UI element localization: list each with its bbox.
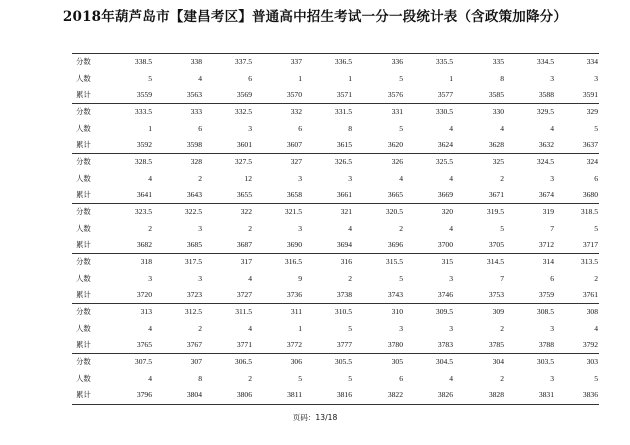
score-cell: 315 [441, 257, 453, 266]
count-cell: 4 [550, 123, 554, 133]
count-cell: 2 [248, 373, 252, 383]
count-cell: 5 [594, 223, 598, 233]
score-cell: 338 [190, 57, 202, 66]
count-cell: 2 [399, 223, 403, 233]
table-block [72, 54, 599, 104]
cumulative-cell: 3759 [538, 290, 554, 300]
row-label-cumulative: 累计 [76, 140, 91, 150]
score-cell: 317 [240, 257, 252, 266]
count-cell: 5 [399, 123, 403, 133]
score-cell: 314.5 [486, 257, 504, 266]
row-label-score: 分数 [76, 357, 91, 366]
table-block [72, 104, 599, 154]
cumulative-cell: 3620 [387, 140, 403, 150]
row-label-score: 分数 [76, 207, 91, 216]
score-cell: 314 [542, 257, 554, 266]
score-cell: 335 [492, 57, 504, 66]
row-label-count: 人数 [76, 273, 91, 283]
score-cell: 324.5 [536, 157, 554, 166]
cumulative-cell: 3682 [136, 240, 152, 250]
count-cell: 3 [449, 273, 453, 283]
cumulative-cell: 3761 [582, 290, 598, 300]
count-cell: 6 [298, 123, 302, 133]
row-label-cumulative: 累计 [76, 390, 91, 400]
cumulative-cell: 3576 [387, 90, 403, 100]
score-cell: 321.5 [284, 207, 302, 216]
row-label-count: 人数 [76, 373, 91, 383]
score-cell: 330 [492, 107, 504, 116]
score-cell: 326.5 [334, 157, 352, 166]
count-cell: 1 [148, 123, 152, 133]
count-cell: 4 [148, 323, 152, 333]
cumulative-cell: 3831 [538, 390, 554, 400]
count-cell: 3 [198, 273, 202, 283]
row-cumulative [72, 237, 599, 254]
cumulative-cell: 3685 [186, 240, 202, 250]
count-cell: 4 [248, 323, 252, 333]
score-cell: 306 [290, 357, 302, 366]
count-cell: 9 [298, 273, 302, 283]
count-cell: 7 [550, 223, 554, 233]
count-cell: 3 [148, 273, 152, 283]
cumulative-cell: 3571 [336, 90, 352, 100]
row-score [72, 254, 599, 271]
count-cell: 4 [500, 123, 504, 133]
count-cell: 2 [198, 323, 202, 333]
count-cell: 3 [399, 323, 403, 333]
count-cell: 2 [148, 223, 152, 233]
row-count [72, 171, 599, 188]
cumulative-cell: 3569 [236, 90, 252, 100]
score-distribution-table [72, 54, 599, 404]
score-cell: 307.5 [134, 357, 152, 366]
cumulative-cell: 3607 [286, 140, 302, 150]
row-label-count: 人数 [76, 123, 91, 133]
score-cell: 318.5 [580, 207, 598, 216]
score-cell: 332.5 [234, 107, 252, 116]
count-cell: 6 [248, 73, 252, 83]
score-cell: 326 [391, 157, 403, 166]
cumulative-cell: 3559 [136, 90, 152, 100]
count-cell: 3 [248, 123, 252, 133]
cumulative-cell: 3615 [336, 140, 352, 150]
count-cell: 1 [449, 73, 453, 83]
row-score [72, 104, 599, 121]
score-cell: 305.5 [334, 357, 352, 366]
score-cell: 316 [340, 257, 352, 266]
cumulative-cell: 3816 [336, 390, 352, 400]
score-cell: 311 [290, 307, 302, 316]
cumulative-cell: 3788 [538, 340, 554, 350]
count-cell: 2 [500, 323, 504, 333]
score-cell: 310 [391, 307, 403, 316]
count-cell: 3 [550, 173, 554, 183]
score-cell: 334 [586, 57, 598, 66]
cumulative-cell: 3632 [538, 140, 554, 150]
score-cell: 319 [542, 207, 554, 216]
cumulative-cell: 3588 [538, 90, 554, 100]
cumulative-cell: 3736 [286, 290, 302, 300]
cumulative-cell: 3727 [236, 290, 252, 300]
cumulative-cell: 3700 [437, 240, 453, 250]
score-cell: 317.5 [184, 257, 202, 266]
score-cell: 333.5 [134, 107, 152, 116]
count-cell: 5 [594, 123, 598, 133]
count-cell: 2 [594, 273, 598, 283]
row-score [72, 304, 599, 321]
score-cell: 304 [492, 357, 504, 366]
cumulative-cell: 3796 [136, 390, 152, 400]
cumulative-cell: 3680 [582, 190, 598, 200]
count-cell: 4 [348, 223, 352, 233]
score-cell: 320.5 [385, 207, 403, 216]
row-label-count: 人数 [76, 173, 91, 183]
table-bottom-rule [72, 404, 599, 405]
row-count [72, 321, 599, 338]
score-cell: 315.5 [385, 257, 403, 266]
cumulative-cell: 3570 [286, 90, 302, 100]
count-cell: 8 [348, 123, 352, 133]
count-cell: 6 [399, 373, 403, 383]
count-cell: 3 [550, 323, 554, 333]
score-cell: 307 [190, 357, 202, 366]
cumulative-cell: 3592 [136, 140, 152, 150]
score-cell: 319.5 [486, 207, 504, 216]
cumulative-cell: 3624 [437, 140, 453, 150]
score-cell: 312.5 [184, 307, 202, 316]
count-cell: 1 [298, 323, 302, 333]
count-cell: 5 [148, 73, 152, 83]
cumulative-cell: 3717 [582, 240, 598, 250]
count-cell: 1 [298, 73, 302, 83]
cumulative-cell: 3690 [286, 240, 302, 250]
score-cell: 321 [340, 207, 352, 216]
row-score [72, 54, 599, 71]
cumulative-cell: 3585 [488, 90, 504, 100]
cumulative-cell: 3723 [186, 290, 202, 300]
row-label-cumulative: 累计 [76, 290, 91, 300]
score-cell: 337.5 [234, 57, 252, 66]
count-cell: 4 [449, 373, 453, 383]
count-cell: 4 [449, 173, 453, 183]
cumulative-cell: 3655 [236, 190, 252, 200]
cumulative-cell: 3661 [336, 190, 352, 200]
row-label-cumulative: 累计 [76, 190, 91, 200]
count-cell: 3 [550, 373, 554, 383]
cumulative-cell: 3674 [538, 190, 554, 200]
count-cell: 5 [399, 273, 403, 283]
score-cell: 331.5 [334, 107, 352, 116]
score-cell: 303 [586, 357, 598, 366]
count-cell: 8 [500, 73, 504, 83]
score-cell: 318 [140, 257, 152, 266]
score-cell: 327.5 [234, 157, 252, 166]
cumulative-cell: 3783 [437, 340, 453, 350]
score-cell: 332 [290, 107, 302, 116]
table-block [72, 304, 599, 354]
score-cell: 311.5 [235, 307, 252, 316]
score-cell: 308.5 [536, 307, 554, 316]
score-cell: 322 [240, 207, 252, 216]
row-label-cumulative: 累计 [76, 340, 91, 350]
score-cell: 309.5 [435, 307, 453, 316]
cumulative-cell: 3577 [437, 90, 453, 100]
cumulative-cell: 3792 [582, 340, 598, 350]
score-cell: 313 [140, 307, 152, 316]
row-label-count: 人数 [76, 323, 91, 333]
count-cell: 6 [594, 173, 598, 183]
count-cell: 3 [298, 173, 302, 183]
cumulative-cell: 3591 [582, 90, 598, 100]
count-cell: 4 [449, 223, 453, 233]
count-cell: 1 [348, 73, 352, 83]
cumulative-cell: 3705 [488, 240, 504, 250]
score-cell: 335.5 [435, 57, 453, 66]
score-cell: 327 [290, 157, 302, 166]
table-block [72, 254, 599, 304]
count-cell: 4 [399, 173, 403, 183]
cumulative-cell: 3641 [136, 190, 152, 200]
score-cell: 324 [586, 157, 598, 166]
cumulative-cell: 3767 [186, 340, 202, 350]
cumulative-cell: 3598 [186, 140, 202, 150]
row-label-cumulative: 累计 [76, 90, 91, 100]
count-cell: 3 [550, 73, 554, 83]
row-cumulative [72, 387, 599, 404]
row-count [72, 221, 599, 238]
row-cumulative [72, 337, 599, 354]
cumulative-cell: 3665 [387, 190, 403, 200]
cumulative-cell: 3826 [437, 390, 453, 400]
count-cell: 5 [298, 373, 302, 383]
count-cell: 5 [594, 373, 598, 383]
score-cell: 322.5 [184, 207, 202, 216]
row-label-score: 分数 [76, 57, 91, 66]
cumulative-cell: 3828 [488, 390, 504, 400]
score-cell: 334.5 [536, 57, 554, 66]
cumulative-cell: 3563 [186, 90, 202, 100]
row-cumulative [72, 137, 599, 154]
row-count [72, 71, 599, 88]
score-cell: 328 [190, 157, 202, 166]
row-label-score: 分数 [76, 307, 91, 316]
count-cell: 2 [500, 173, 504, 183]
cumulative-cell: 3712 [538, 240, 554, 250]
score-cell: 304.5 [435, 357, 453, 366]
row-count [72, 121, 599, 138]
row-label-cumulative: 累计 [76, 240, 91, 250]
cumulative-cell: 3687 [236, 240, 252, 250]
row-score [72, 154, 599, 171]
cumulative-cell: 3601 [236, 140, 252, 150]
row-cumulative [72, 187, 599, 204]
row-cumulative [72, 87, 599, 104]
score-cell: 325 [492, 157, 504, 166]
cumulative-cell: 3753 [488, 290, 504, 300]
count-cell: 7 [500, 273, 504, 283]
table-block [72, 154, 599, 204]
cumulative-cell: 3743 [387, 290, 403, 300]
cumulative-cell: 3777 [336, 340, 352, 350]
cumulative-cell: 3780 [387, 340, 403, 350]
count-cell: 5 [500, 223, 504, 233]
row-label-score: 分数 [76, 107, 91, 116]
cumulative-cell: 3771 [236, 340, 252, 350]
score-cell: 316.5 [284, 257, 302, 266]
cumulative-cell: 3738 [336, 290, 352, 300]
score-cell: 303.5 [536, 357, 554, 366]
cumulative-cell: 3669 [437, 190, 453, 200]
score-cell: 325.5 [435, 157, 453, 166]
count-cell: 3 [198, 223, 202, 233]
score-cell: 310.5 [334, 307, 352, 316]
count-cell: 2 [348, 273, 352, 283]
row-label-score: 分数 [76, 157, 91, 166]
score-cell: 329 [586, 107, 598, 116]
score-cell: 336 [391, 57, 403, 66]
count-cell: 4 [148, 173, 152, 183]
cumulative-cell: 3628 [488, 140, 504, 150]
cumulative-cell: 3643 [186, 190, 202, 200]
count-cell: 6 [550, 273, 554, 283]
count-cell: 8 [198, 373, 202, 383]
count-cell: 4 [594, 323, 598, 333]
row-score [72, 204, 599, 221]
score-cell: 338.5 [134, 57, 152, 66]
cumulative-cell: 3822 [387, 390, 403, 400]
score-cell: 309 [492, 307, 504, 316]
score-cell: 323.5 [134, 207, 152, 216]
row-cumulative [72, 287, 599, 304]
row-count [72, 271, 599, 288]
score-cell: 328.5 [134, 157, 152, 166]
row-count [72, 371, 599, 388]
table-block [72, 354, 599, 404]
count-cell: 6 [198, 123, 202, 133]
cumulative-cell: 3772 [286, 340, 302, 350]
cumulative-cell: 3836 [582, 390, 598, 400]
count-cell: 2 [248, 223, 252, 233]
row-label-count: 人数 [76, 223, 91, 233]
cumulative-cell: 3694 [336, 240, 352, 250]
count-cell: 4 [449, 123, 453, 133]
count-cell: 2 [500, 373, 504, 383]
score-cell: 337 [290, 57, 302, 66]
score-cell: 330.5 [435, 107, 453, 116]
count-cell: 3 [594, 73, 598, 83]
cumulative-cell: 3804 [186, 390, 202, 400]
table-block [72, 204, 599, 254]
cumulative-cell: 3720 [136, 290, 152, 300]
cumulative-cell: 3671 [488, 190, 504, 200]
score-cell: 333 [190, 107, 202, 116]
cumulative-cell: 3637 [582, 140, 598, 150]
count-cell: 12 [244, 173, 252, 183]
count-cell: 5 [399, 73, 403, 83]
score-cell: 313.5 [580, 257, 598, 266]
cumulative-cell: 3806 [236, 390, 252, 400]
score-cell: 336.5 [334, 57, 352, 66]
score-cell: 305 [391, 357, 403, 366]
cumulative-cell: 3696 [387, 240, 403, 250]
count-cell: 3 [449, 323, 453, 333]
cumulative-cell: 3765 [136, 340, 152, 350]
count-cell: 4 [248, 273, 252, 283]
cumulative-cell: 3785 [488, 340, 504, 350]
score-cell: 320 [441, 207, 453, 216]
score-cell: 331 [391, 107, 403, 116]
count-cell: 5 [348, 373, 352, 383]
cumulative-cell: 3746 [437, 290, 453, 300]
page-title: 2018年葫芦岛市【建昌考区】普通高中招生考试一分一段统计表（含政策加降分） [62, 9, 568, 25]
count-cell: 2 [198, 173, 202, 183]
row-label-score: 分数 [76, 257, 91, 266]
cumulative-cell: 3811 [287, 390, 302, 400]
count-cell: 5 [348, 323, 352, 333]
count-cell: 4 [148, 373, 152, 383]
score-cell: 306.5 [234, 357, 252, 366]
count-cell: 4 [198, 73, 202, 83]
score-cell: 308 [586, 307, 598, 316]
row-label-count: 人数 [76, 73, 91, 83]
count-cell: 3 [298, 223, 302, 233]
count-cell: 3 [348, 173, 352, 183]
page-number: 页码：13/18 [292, 413, 338, 422]
score-cell: 329.5 [536, 107, 554, 116]
cumulative-cell: 3658 [286, 190, 302, 200]
row-score [72, 354, 599, 371]
